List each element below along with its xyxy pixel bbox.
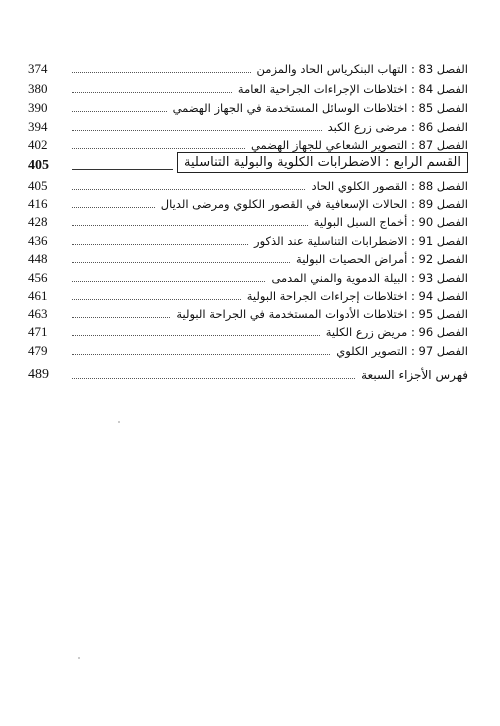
dot-leader [72, 316, 170, 318]
dot-leader [72, 224, 308, 226]
toc-entry-ch85 [28, 97, 468, 115]
dot-leader [72, 261, 290, 263]
page-number: 405 [28, 178, 48, 193]
page-number: 436 [28, 233, 48, 248]
scan-speck [118, 421, 120, 423]
page-number: 428 [28, 214, 48, 229]
dot-leader [72, 91, 232, 93]
page-number: 416 [28, 196, 48, 211]
page-number: 463 [28, 306, 48, 321]
dot-leader [72, 334, 320, 336]
chapter-title: الفصل 90 : أخماج السبل البولية [313, 215, 468, 229]
dot-leader [72, 188, 305, 190]
page-number: 471 [28, 324, 48, 339]
toc-entry-ch88 [28, 175, 468, 193]
chapter-title: الفصل 93 : البيلة الدموية والمني المدمى [271, 271, 468, 285]
page-number: 461 [28, 288, 48, 303]
table-of-contents [28, 0, 468, 726]
page-number: 380 [28, 81, 48, 96]
index-title: فهرس الأجزاء السبعة [361, 368, 468, 382]
toc-entry-ch95 [28, 303, 468, 321]
toc-entry-ch89 [28, 193, 468, 211]
toc-entry-ch94 [28, 285, 468, 303]
dot-leader [72, 110, 167, 112]
dot-leader [72, 168, 173, 170]
toc-entry-ch91 [28, 230, 468, 248]
section-title: القسم الرابع : الاضطرابات الكلوية والبولية التناسلية [177, 152, 468, 173]
toc-section-heading [28, 149, 468, 173]
toc-entry-ch84 [28, 78, 468, 96]
toc-entry-ch93 [28, 267, 468, 285]
chapter-title: الفصل 87 : التصوير الشعاعي للجهاز الهضمي [250, 138, 468, 152]
toc-entry-ch83 [28, 58, 468, 76]
page-number: 402 [28, 137, 48, 152]
section-page-number: 405 [28, 158, 49, 173]
page-number: 394 [28, 119, 48, 134]
page-number: 390 [28, 100, 48, 115]
page-number: 456 [28, 270, 48, 285]
page-number: 374 [28, 61, 48, 76]
chapter-title: الفصل 85 : اختلاطات الوسائل المستخدمة في الجهاز الهضمي [172, 101, 468, 115]
toc-index-entry [28, 362, 468, 382]
page-number: 448 [28, 251, 48, 266]
dot-leader [72, 377, 355, 379]
scan-speck [78, 657, 80, 659]
dot-leader [72, 129, 322, 131]
chapter-title: الفصل 95 : اختلاطات الأدوات المستخدمة في الجراحة البولية [176, 307, 468, 321]
chapter-title: الفصل 96 : مريض زرع الكلية [325, 325, 468, 339]
toc-entry-ch90 [28, 211, 468, 229]
dot-leader [72, 243, 248, 245]
chapter-title: الفصل 86 : مرضى زرع الكبد [327, 120, 468, 134]
toc-entry-ch92 [28, 248, 468, 266]
chapter-title: الفصل 89 : الحالات الإسعافية في القصور الكلوي ومرضى الديال [160, 197, 468, 211]
dot-leader [72, 298, 241, 300]
chapter-title: الفصل 88 : القصور الكلوي الحاد [311, 179, 468, 193]
chapter-title: الفصل 83 : التهاب البنكرياس الحاد والمزمن [256, 62, 468, 76]
dot-leader [72, 71, 251, 73]
toc-entry-ch86 [28, 116, 468, 134]
dot-leader [72, 206, 155, 208]
toc-entry-ch96 [28, 321, 468, 339]
index-page-number: 489 [28, 367, 49, 382]
page-number: 479 [28, 343, 48, 358]
dot-leader [72, 280, 265, 282]
chapter-title: الفصل 91 : الاضطرابات التناسلية عند الذكور [254, 234, 468, 248]
chapter-title: الفصل 94 : اختلاطات إجراءات الجراحة البولية [246, 289, 468, 303]
chapter-title: الفصل 84 : اختلاطات الإجراءات الجراحية العامة [237, 82, 468, 96]
chapter-title: الفصل 97 : التصوير الكلوي [336, 344, 468, 358]
dot-leader [72, 353, 330, 355]
toc-entry-ch97 [28, 340, 468, 358]
chapter-title: الفصل 92 : أمراض الحصيات البولية [296, 252, 468, 266]
